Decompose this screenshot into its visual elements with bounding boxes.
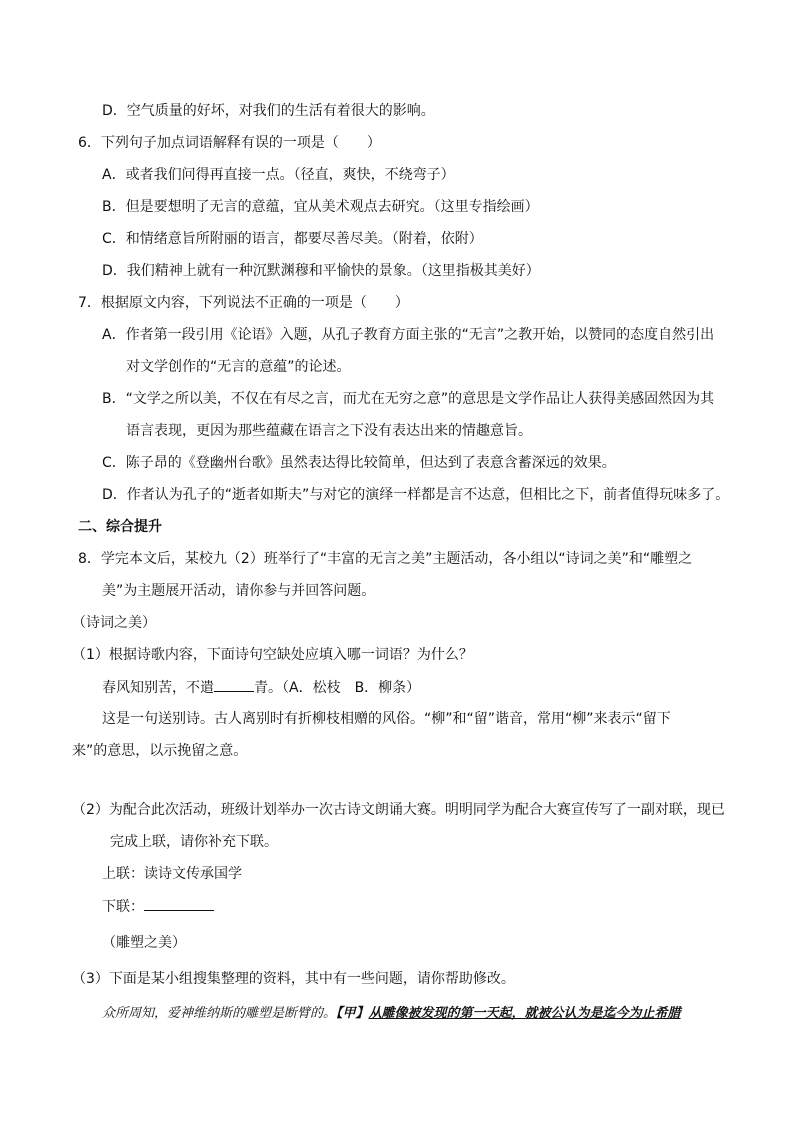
couplet-lower-blank[interactable] [144,896,214,911]
sculpture-section-tag: （雕塑之美） [102,935,186,951]
material-plain: 众所周知，爱神维纳斯的雕塑是断臂的。 [102,1006,337,1021]
sub1-question: （1）根据诗歌内容，下面诗句空缺处应填入哪一词语？为什么？ [72,647,473,663]
couplet-lower [102,896,214,917]
poem-blank[interactable] [214,677,254,692]
poetry-section-tag: （诗词之美） [72,615,156,631]
q6-option-c: C．和情绪意旨所附丽的语言，都要尽善尽美。（附着，依附） [102,231,483,247]
sub2-question-line1: （2）为配合此次活动，班级计划举办一次古诗文朗诵大赛。明明同学为配合大赛宣传写了一副对联，现已 [72,802,725,818]
q6-option-a: A．或者我们问得再直接一点。（径直，爽快，不绕弯子） [102,167,455,183]
q6-stem: 6．下列句子加点词语解释有误的一项是（ ） [78,135,381,151]
poem-before-blank: 春风知别苦，不遣 [102,680,214,696]
q7-option-c: C．陈子昂的《登幽州台歌》虽然表达得比较简单，但达到了表意含蓄深远的效果。 [102,455,616,471]
q7-stem: 7．根据原文内容，下列说法不正确的一项是（ ） [78,295,409,311]
sub1-poem-line [102,677,420,698]
q6-option-d: D．我们精神上就有一种沉默渊穆和平愉快的景象。（这里指极其美好） [102,263,540,279]
couplet-lower-label: 下联： [102,899,144,915]
q6-option-b: B．但是要想明了无言的意蕴，宜从美术观点去研究。（这里专指绘画） [102,199,539,215]
sub3-material [102,1004,681,1024]
q5-option-d: D．空气质量的好坏，对我们的生活有着很大的影响。 [102,103,435,119]
sub1-answer-line1: 这是一句送别诗。古人离别时有折柳枝相赠的风俗。“柳”和“留”谐音，常用“柳”来表示“留下 [102,711,671,727]
sub2-question-line2: 完成上联，请你补充下联。 [110,834,278,850]
q7-option-a-line2: 对文学创作的“无言的意蕴”的论述。 [126,359,351,375]
q7-option-a-line1: A．作者第一段引用《论语》入题，从孔子教育方面主张的“无言”之教开始，以赞同的态度自然引出 [102,327,715,343]
couplet-upper: 上联：读诗文传承国学 [102,866,242,882]
q7-option-b-line1: B．“文学之所以美，不仅在有尽之言，而尤在无穷之意”的意思是文学作品让人获得美感固然因为其 [102,391,715,407]
poem-after-blank: 青。（A．松枝 B．柳条） [254,680,421,696]
q7-option-d: D．作者认为孔子的“逝者如斯夫”与对它的演绎一样都是言不达意，但相比之下，前者值得玩味多了。 [102,487,730,503]
q7-option-b-line2: 语言表现，更因为那些蕴藏在语言之下没有表达出来的情趣意旨。 [126,423,532,439]
sub3-question: （3）下面是某小组搜集整理的资料，其中有一些问题，请你帮助修改。 [72,971,515,987]
material-underlined: 从雕像被发现的第一天起，就被公认为是迄今为止希腊 [368,1006,681,1021]
sub1-answer-line2: 来”的意思，以示挽留之意。 [72,743,248,759]
q8-stem-line1: 8．学完本文后，某校九（2）班举行了“丰富的无言之美”主题活动，各小组以“诗词之美”和“雕塑之 [78,551,693,567]
q8-stem-line2: 美”为主题展开活动，请你参与并回答问题。 [102,583,376,599]
section-heading: 二、综合提升 [78,519,162,535]
material-mark: 【甲】 [336,1006,369,1021]
